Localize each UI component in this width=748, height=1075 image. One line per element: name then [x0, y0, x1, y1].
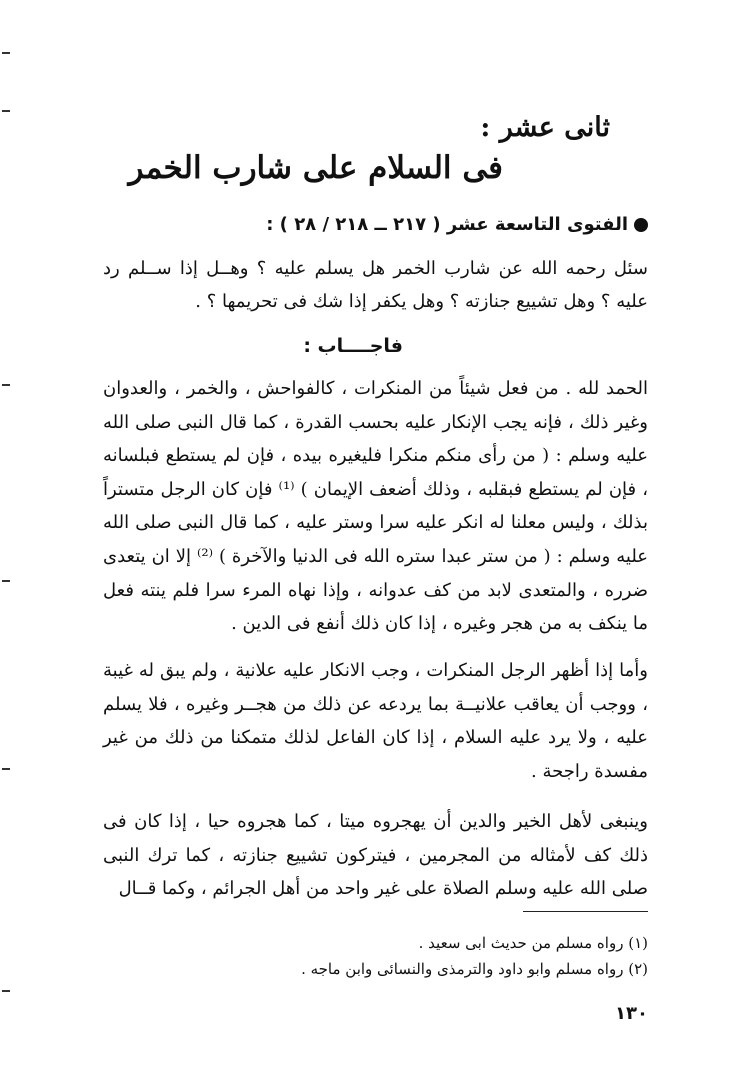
footnotes — [103, 930, 648, 982]
answer-paragraph-2 — [103, 654, 648, 788]
footnote-2: (٢) رواه مسلم وابو داود والترمذى والنسائى وابن ماجه . — [301, 960, 648, 978]
fatwa-heading — [266, 214, 648, 235]
margin-mark — [2, 768, 10, 770]
question-paragraph — [103, 252, 648, 318]
section-number-title: ثانى عشر : — [480, 112, 610, 143]
section-main-title: فى السلام على شارب الخمر — [128, 150, 503, 186]
page-number: ١٣٠ — [615, 1003, 648, 1024]
fatwa-label: الفتوى التاسعة عشر ( ٢١٧ ــ ٢١٨ / ٢٨ ) : — [266, 214, 628, 235]
margin-mark — [2, 52, 10, 54]
margin-mark — [2, 110, 10, 112]
margin-mark — [2, 384, 10, 386]
footnote-divider — [523, 911, 648, 912]
bullet-icon — [634, 218, 648, 232]
answer-text-1: الحمد لله . من فعل شيئاً من المنكرات ، كالفواحش ، والخمر ، والعدوان وغير ذلك ، فإنه يجب الإنكار عليه بحسب القدرة ، كما قال النبى صلى الله عليه وسلم : ( من رأى منكم منكرا فليغيره بيده ، فإن لم يستطع فبلسانه ، فإن لم يستطع فبقلبه ، وذلك أضعف الإيمان ) ⁽¹⁾ فإن كان الرجل متستراً بذلك ، وليس معلنا له انكر عليه سرا وستر عليه ، كما قال النبى صلى الله عليه وسلم : ( من ستر عبدا ستره الله فى الدنيا والآخرة ) ⁽²⁾ إلا ان يتعدى ضرره ، والمتعدى لابد من كف عدوانه ، وإذا نهاه المرء سرا فلم ينته فعل ما ينكف به من هجر وغيره ، إذا كان ذلك أنفع فى الدين . — [103, 378, 649, 635]
answer-text-2: وأما إذا أظهر الرجل المنكرات ، وجب الانكار عليه علانية ، ولم يبق له غيبة ، ووجب أن يعاقب علانيــة بما يردعه عن ذلك من هجــر وغيره ، فلا يسلم عليه ، ولا يرد عليه السلام ، إذا كان الفاعل لذلك متمكنا من ذلك من غير مفسدة راجحة . — [103, 660, 648, 782]
question-text: سئل رحمه الله عن شارب الخمر هل يسلم عليه ؟ وهــل إذا ســلم رد عليه ؟ وهل تشييع جنازته ؟ وهل يكفر إذا شك فى تحريمها ؟ . — [103, 258, 648, 312]
answer-paragraph-1 — [103, 372, 648, 641]
margin-mark — [2, 990, 10, 992]
margin-mark — [2, 580, 10, 582]
answer-text-3: وينبغى لأهل الخير والدين أن يهجروه ميتا ، كما هجروه حيا ، إذا كان فى ذلك كف لأمثاله من المجرمين ، فيتركون تشييع جنازته ، كما ترك النبى صلى الله عليه وسلم الصلاة على غير واحد من أهل الجرائم ، وكما قــال — [103, 811, 648, 900]
footnote-1: (١) رواه مسلم من حديث ابى سعيد . — [418, 934, 648, 952]
answer-paragraph-3 — [103, 805, 648, 906]
answer-label: فاجــــاب : — [303, 335, 403, 357]
